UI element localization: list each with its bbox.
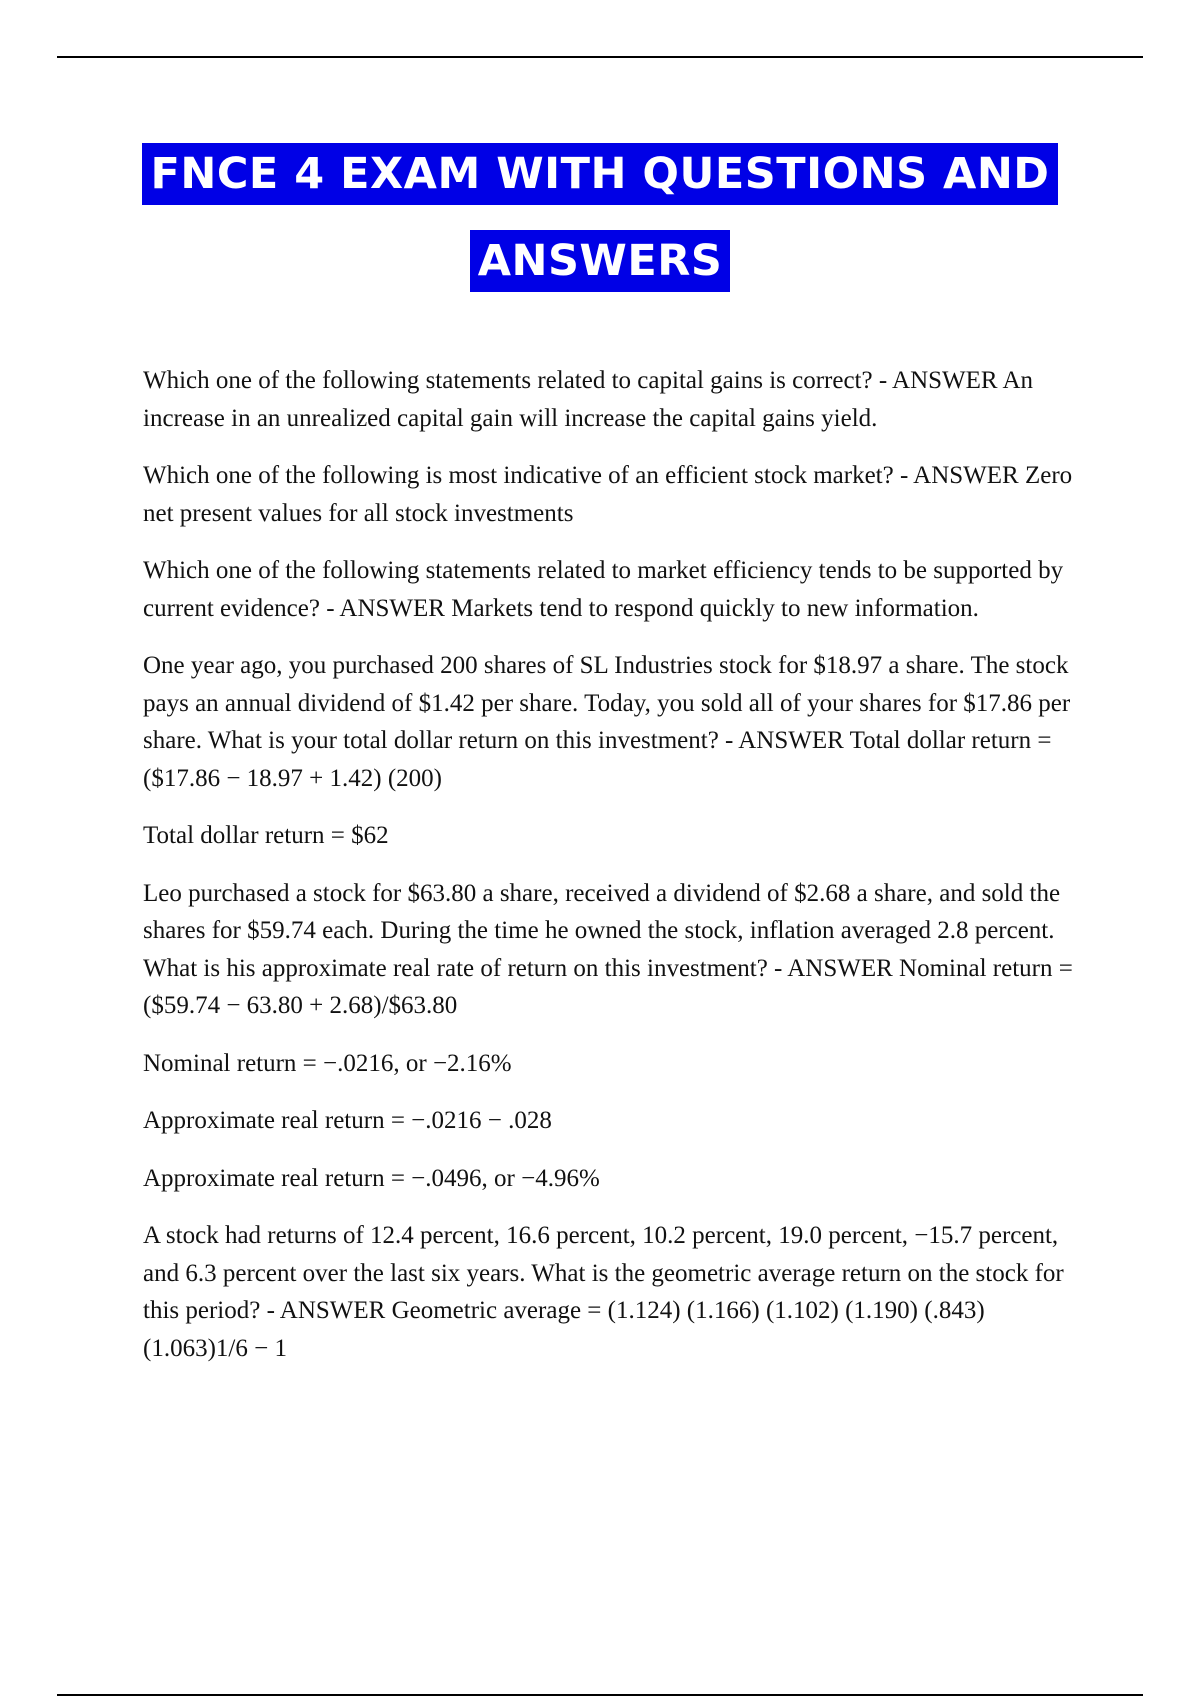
answer-line-approx-real-return-result: Approximate real return = −.0496, or −4.96%: [143, 1164, 600, 1192]
qa-paragraph-market-efficiency-evidence: Which one of the following statements related to market efficiency tends to be supported by current evidence? - ANSWER Markets tend to respond quickly to new information.: [143, 557, 1064, 622]
answer-line-nominal-return: Nominal return = −.0216, or −2.16%: [143, 1049, 512, 1077]
answer-line-approx-real-return-formula: Approximate real return = −.0216 − .028: [143, 1107, 552, 1134]
qa-paragraph-geometric-average: A stock had returns of 12.4 percent, 16.6 percent, 10.2 percent, 19.0 percent, −15.7 percent, and 6.3 percent over the last six years. What is the geometric average return on the stock for this period? - ANSWER Geometric average = (1.124) (1.166) (1.102) (1.190) (.843) (1.063)1/6 − 1: [143, 1222, 1064, 1362]
qa-paragraph-efficient-market: Which one of the following is most indicative of an efficient stock market? - ANSWER Zero net present values for all stock investments: [143, 462, 1073, 527]
answer-line-total-dollar-return: Total dollar return = $62: [143, 822, 389, 849]
document-body: [143, 362, 1093, 1387]
footer-rule: [57, 1694, 1143, 1696]
qa-paragraph-total-dollar-return: One year ago, you purchased 200 shares of SL Industries stock for $18.97 a share. The stock pays an annual dividend of $1.42 per share. Today, you sold all of your shares for $17.86 per share. What is your total dollar return on this investment? - ANSWER Total dollar return = ($17.86 − 18.97 + 1.42) (200): [143, 652, 1071, 792]
qa-paragraph-capital-gains: Which one of the following statements related to capital gains is correct? - ANSWER An increase in an unrealized capital gain will increase the capital gains yield.: [143, 367, 1034, 432]
header-rule: [57, 56, 1143, 58]
title-line-1: FNCE 4 EXAM WITH QUESTIONS AND: [142, 143, 1057, 205]
qa-paragraph-real-return: Leo purchased a stock for $63.80 a share, received a dividend of $2.68 a share, and sold the shares for $59.74 each. During the time he owned the stock, inflation averaged 2.8 percent. What is his approximate real rate of return on this investment? - ANSWER Nominal return = ($59.74 − 63.80 + 2.68)/$63.80: [143, 879, 1073, 1019]
document-title: [0, 143, 1200, 307]
title-line-2: ANSWERS: [470, 230, 731, 292]
